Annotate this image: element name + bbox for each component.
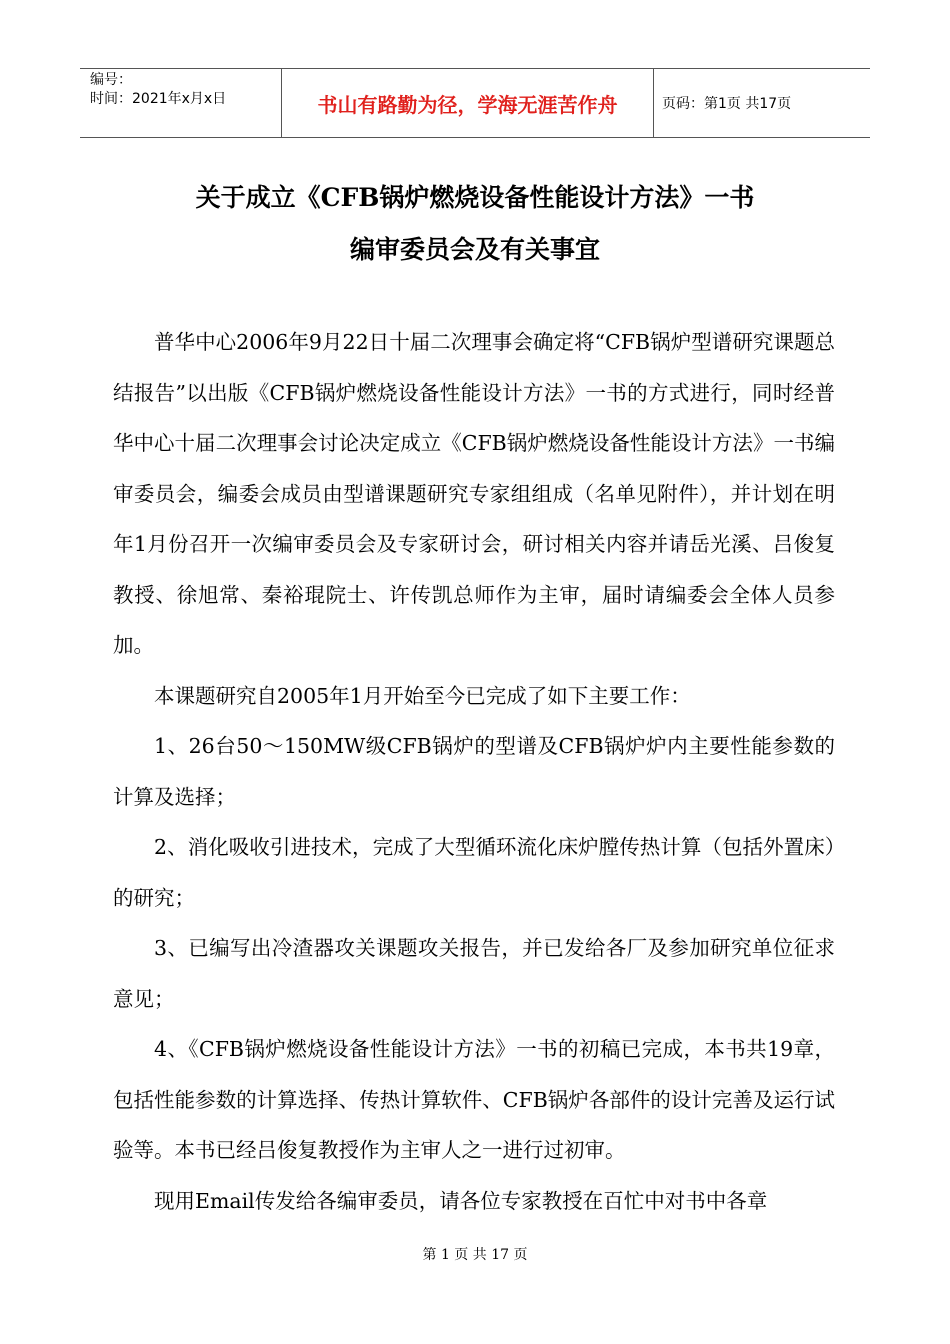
paragraph: 本课题研究自2005年1月开始至今已完成了如下主要工作： [154,683,691,708]
document-body [113,317,835,1226]
document-title-line1: 关于成立《CFB锅炉燃烧设备性能设计方法》一书 [195,183,755,212]
paragraph: 普华中心2006年9月22日十届二次理事会确定将“CFB锅炉型谱研究课题总结报告”以出版《CFB锅炉燃烧设备性能设计方法》一书的方式进行，同时经普华中心十届二次理事会讨论决定成立《CFB锅炉燃烧设备性能设计方法》一书编审委员会，编委会成员由型谱课题研究专家组组成（名单见附件），并计划在明年1月份召开一次编审委员会及专家研讨会，研讨相关内容并请岳光溪、吕俊复教授、徐旭常、秦裕琨院士、许传凯总师作为主审，届时请编委会全体人员参加。 [113,330,835,657]
header-meta [80,69,282,137]
code-label: 编号： [90,72,132,88]
header-motto: 书山有路勤为径，学海无涯苦作舟 [282,69,654,137]
header-page-info: 页码：第1页 共17页 [662,96,792,112]
paragraph: 4、《CFB锅炉燃烧设备性能设计方法》一书的初稿已完成，本书共19章，包括性能参数的计算选择、传热计算软件、CFB锅炉各部件的设计完善及运行试验等。本书已经吕俊复教授作为主审人之一进行过初审。 [113,1037,835,1162]
page-footer: 第 1 页 共 17 页 [422,1247,528,1263]
paragraph: 3、已编写出冷渣器攻关课题攻关报告，并已发给各厂及参加研究单位征求意见； [113,936,835,1011]
document-title-line2: 编审委员会及有关事宜 [349,235,600,264]
paragraph: 现用Email传发给各编审委员，请各位专家教授在百忙中对书中各章 [154,1188,768,1213]
document-header [80,68,870,138]
date-label: 时间：2021年x月x日 [90,91,227,107]
paragraph: 1、26台50～150MW级CFB锅炉的型谱及CFB锅炉炉内主要性能参数的计算及选择； [113,734,835,809]
paragraph: 2、消化吸收引进技术，完成了大型循环流化床炉膛传热计算（包括外置床）的研究； [113,835,835,910]
